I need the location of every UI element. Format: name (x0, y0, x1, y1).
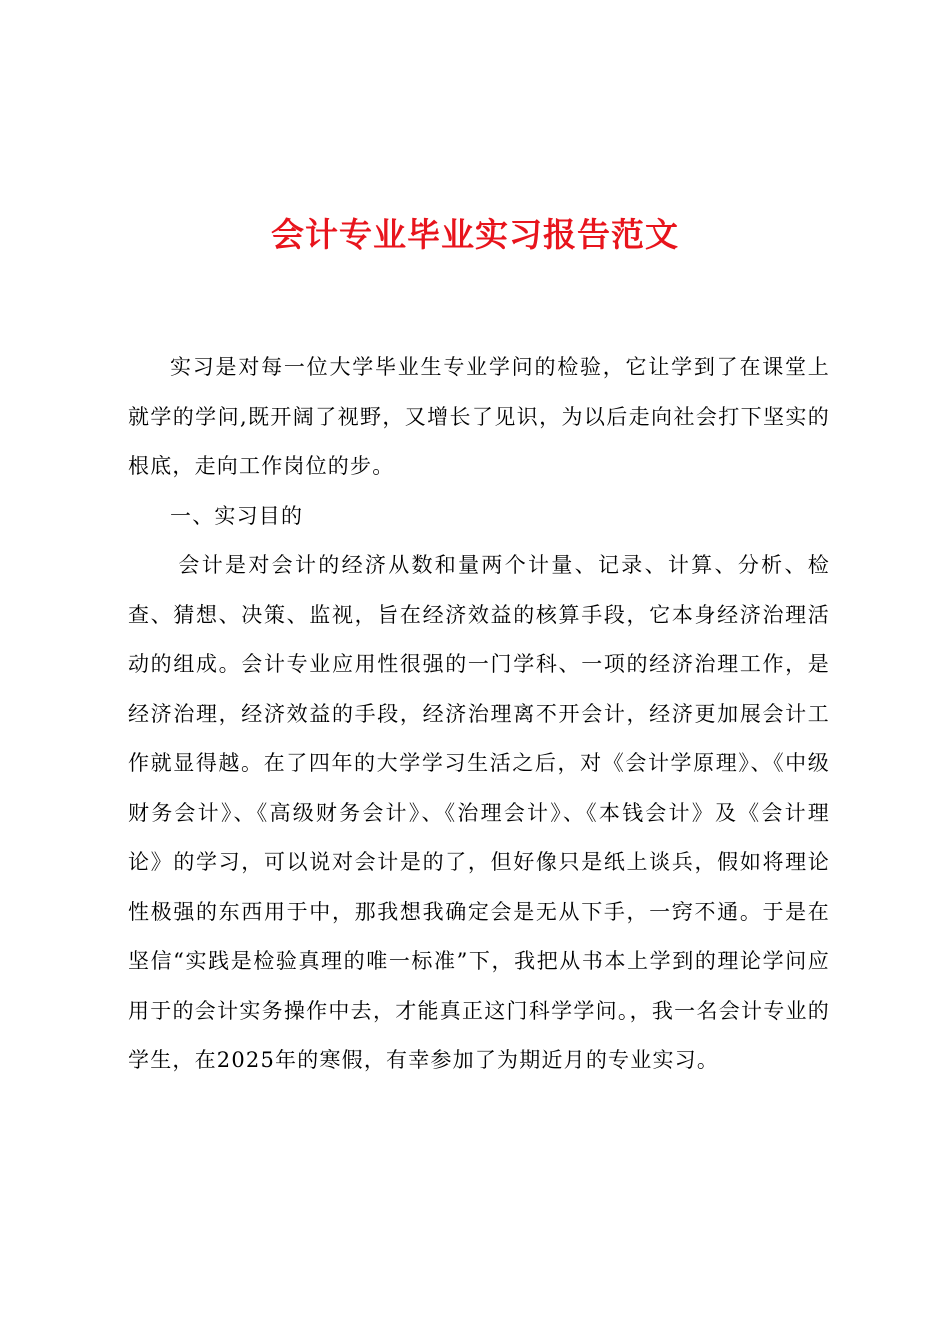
document-body (128, 343, 830, 1086)
document-title: 会计专业毕业实习报告范文 (271, 215, 679, 254)
section-heading: 一、实习目的 (170, 503, 304, 528)
paragraph-purpose: 会计是对会计的经济从数和量两个计量、记录、计算、分析、检查、猜想、决策、监视，旨在经济效益的核算手段，它本身经济治理活动的组成。会计专业应用性很强的一门学科、一项的经济治理工作，是经济治理，经济效益的手段，经济治理离不开会计，经济更加展会计工作就显得越。在了四年的大学学习生活之后，对《会计学原理》、《中级财务会计》、《高级财务会计》、《治理会计》、《本钱会计》及《会计理论》的学习，可以说对会计是的了，但好像只是纸上谈兵，假如将理论性极强的东西用于中，那我想我确定会是无从下手，一窍不通。于是在坚信“实践是检验真理的唯一标准”下，我把从书本上学到的理论学问应用于的会计实务操作中去，才能真正这门科学学问。，我一名会计专业的学生，在2025年的寒假，有幸参加了为期近月的专业实习。 (128, 553, 830, 1072)
paragraph-intro: 实习是对每一位大学毕业生专业学问的检验，它让学到了在课堂上就学的学问,既开阔了视野，又增长了见识，为以后走向社会打下坚实的根底，走向工作岗位的步。 (128, 355, 830, 478)
